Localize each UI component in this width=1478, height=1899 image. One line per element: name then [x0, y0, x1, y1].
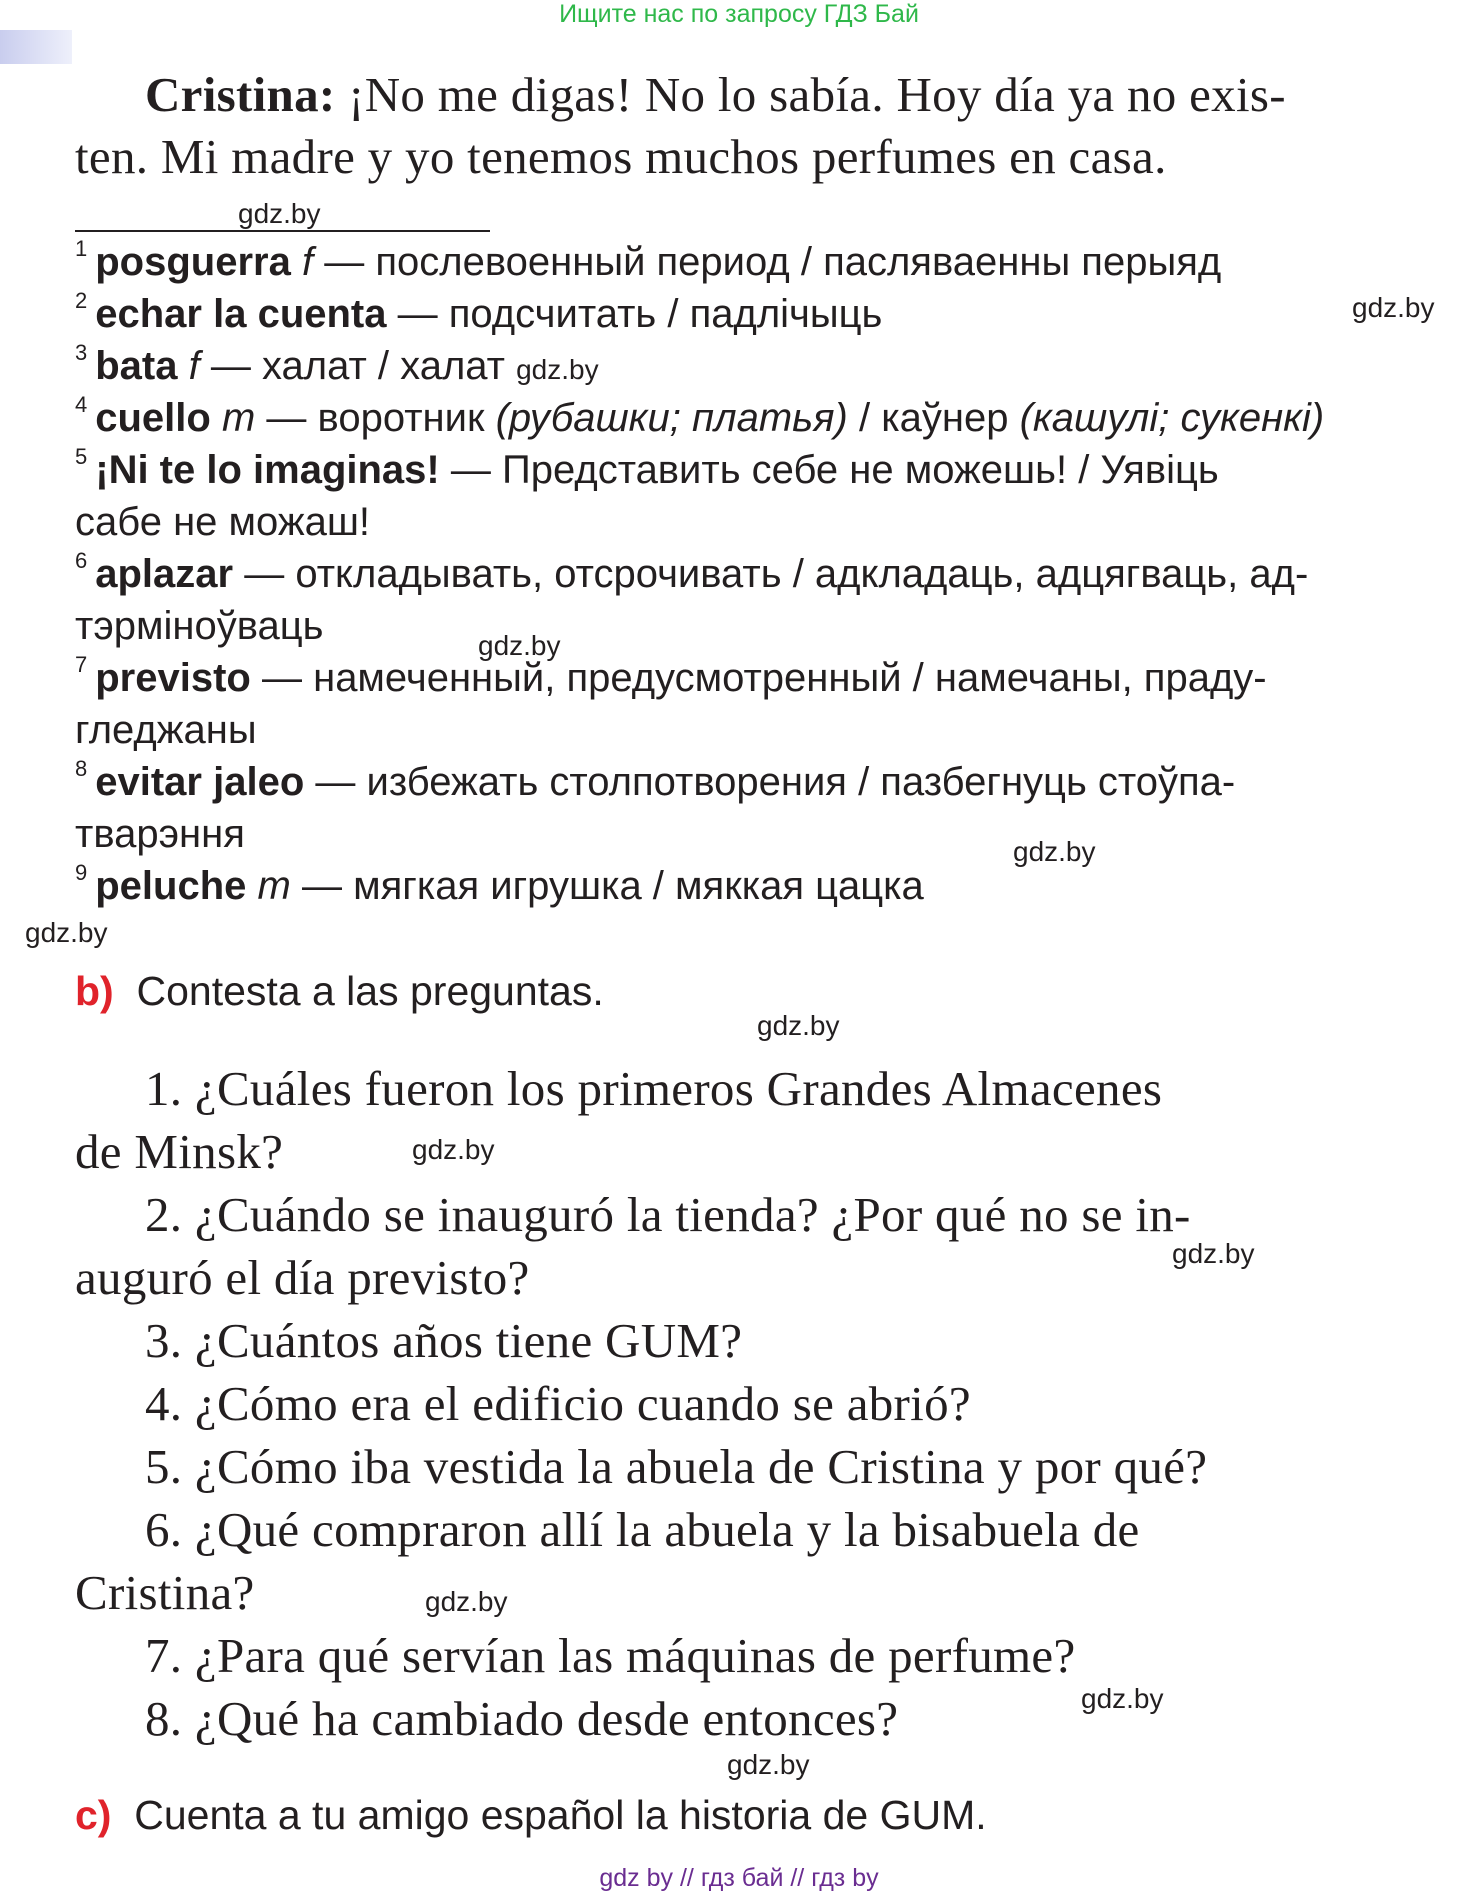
- dialog-line-2: ten. Mi madre y yo tenemos muchos perfumes en casa.: [75, 129, 1167, 184]
- footnote-term: cuello: [95, 396, 211, 440]
- watermark: gdz.by: [238, 198, 321, 229]
- footnote-6-cont: тэрміноўваць: [75, 604, 324, 648]
- footnote-text: — послевоенный период / пасляваенны перыяд: [324, 240, 1222, 284]
- footnote-number: 3: [75, 340, 88, 365]
- footnote-number: 8: [75, 756, 88, 781]
- footnote-8: [75, 756, 1236, 805]
- footnote-text: — откладывать, отсрочивать / адкладаць, адцягваць, ад-: [244, 552, 1309, 596]
- footnote-term: evitar jaleo: [95, 760, 305, 804]
- footnote-divider: [75, 230, 490, 232]
- footnote-text: — воротник: [266, 396, 485, 440]
- footnote-5: [75, 444, 1219, 493]
- watermark: gdz.by: [727, 1749, 810, 1780]
- footnote-text: — намеченный, предусмотренный / намечаны, праду-: [261, 656, 1267, 700]
- footnote-4: [75, 392, 1325, 441]
- watermark: gdz.by: [1081, 1683, 1164, 1714]
- footnote-term: previsto: [95, 656, 251, 700]
- footnote-number: 5: [75, 444, 88, 469]
- footnote-text: — подсчитать / падлічыць: [397, 292, 883, 336]
- watermark: gdz.by: [25, 917, 108, 948]
- question-3: 3. ¿Cuántos años tiene GUM?: [145, 1313, 743, 1368]
- question-5: 5. ¿Cómo iba vestida la abuela de Cristina y por qué?: [145, 1439, 1208, 1494]
- footnote-term: echar la cuenta: [95, 292, 387, 336]
- footnote-separator: / каўнер: [859, 396, 1009, 440]
- watermark: gdz.by: [1013, 836, 1096, 867]
- footnote-9: [75, 860, 924, 909]
- footnote-text: — избежать столпотворения / пазбегнуць стоўпа-: [315, 760, 1236, 804]
- top-banner: Ищите нас по запросу ГДЗ Бай: [559, 0, 919, 28]
- footnote-8-cont: тварэння: [75, 812, 245, 856]
- footnote-note-ru: (рубашки; платья): [495, 396, 848, 440]
- footnote-3: [75, 340, 599, 389]
- task-letter: c): [75, 1792, 112, 1838]
- task-letter: b): [75, 968, 114, 1014]
- question-1: 1. ¿Cuáles fueron los primeros Grandes Almacenes: [145, 1061, 1163, 1116]
- watermark: gdz.by: [425, 1586, 508, 1617]
- footnote-number: 1: [75, 236, 88, 261]
- footer-watermark: gdz by // гдз бай // гдз by: [599, 1864, 879, 1892]
- footnote-gram: m: [257, 864, 291, 908]
- footnote-text: — мягкая игрушка / мяккая цацка: [301, 864, 924, 908]
- footnote-number: 6: [75, 548, 88, 573]
- footnote-term: peluche: [95, 864, 247, 908]
- footnote-term: bata: [95, 344, 178, 388]
- watermark: gdz.by: [757, 1010, 840, 1041]
- footnote-2: [75, 288, 883, 337]
- footnote-text: — халат / халат: [210, 344, 505, 388]
- watermark: gdz.by: [478, 630, 561, 661]
- footnote-7: [75, 652, 1267, 701]
- task-b: [75, 968, 604, 1015]
- footnote-number: 2: [75, 288, 88, 313]
- watermark: gdz.by: [412, 1134, 495, 1165]
- task-c: [75, 1792, 987, 1839]
- question-2-cont: auguró el día previsto?: [75, 1250, 530, 1305]
- dialog-text-1: ¡No me digas! No lo sabía. Hoy día ya no exis-: [348, 67, 1286, 122]
- footnote-gram: f: [301, 240, 314, 284]
- footnote-gram: f: [188, 344, 200, 388]
- question-1-cont: de Minsk?: [75, 1124, 284, 1179]
- watermark: gdz.by: [1352, 292, 1435, 323]
- footnote-note-be: (кашулі; сукенкі): [1019, 396, 1325, 440]
- footnote-term: posguerra: [95, 240, 291, 284]
- watermark: gdz.by: [516, 354, 599, 385]
- task-text: Cuenta a tu amigo español la historia de GUM.: [134, 1792, 987, 1838]
- footnote-6: [75, 548, 1309, 597]
- dialog-line-1: [145, 66, 1286, 123]
- footnote-number: 7: [75, 652, 88, 677]
- question-4: 4. ¿Cómo era el edificio cuando se abrió?: [145, 1376, 971, 1431]
- speaker-name: Cristina:: [145, 67, 336, 122]
- footnote-number: 4: [75, 392, 88, 417]
- footnote-text: — Представить себе не можешь! / Уявіць: [450, 448, 1219, 492]
- footnote-5-cont: сабе не можаш!: [75, 500, 371, 544]
- footnote-7-cont: гледжаны: [75, 708, 257, 752]
- footnote-1: [75, 236, 1222, 285]
- footnote-term: aplazar: [95, 552, 234, 596]
- watermark: gdz.by: [1172, 1238, 1255, 1269]
- task-text: Contesta a las preguntas.: [136, 968, 604, 1014]
- question-8: 8. ¿Qué ha cambiado desde entonces?: [145, 1691, 899, 1746]
- footnote-number: 9: [75, 860, 88, 885]
- question-6-cont: Cristina?: [75, 1565, 255, 1620]
- page-edge-mark: [0, 30, 72, 64]
- question-2: 2. ¿Cuándo se inauguró la tienda? ¿Por qué no se in-: [145, 1187, 1191, 1242]
- question-7: 7. ¿Para qué servían las máquinas de perfume?: [145, 1628, 1076, 1683]
- footnote-gram: m: [221, 396, 256, 440]
- footnote-term: ¡Ni te lo imaginas!: [95, 448, 440, 492]
- question-6: 6. ¿Qué compraron allí la abuela y la bisabuela de: [145, 1502, 1140, 1557]
